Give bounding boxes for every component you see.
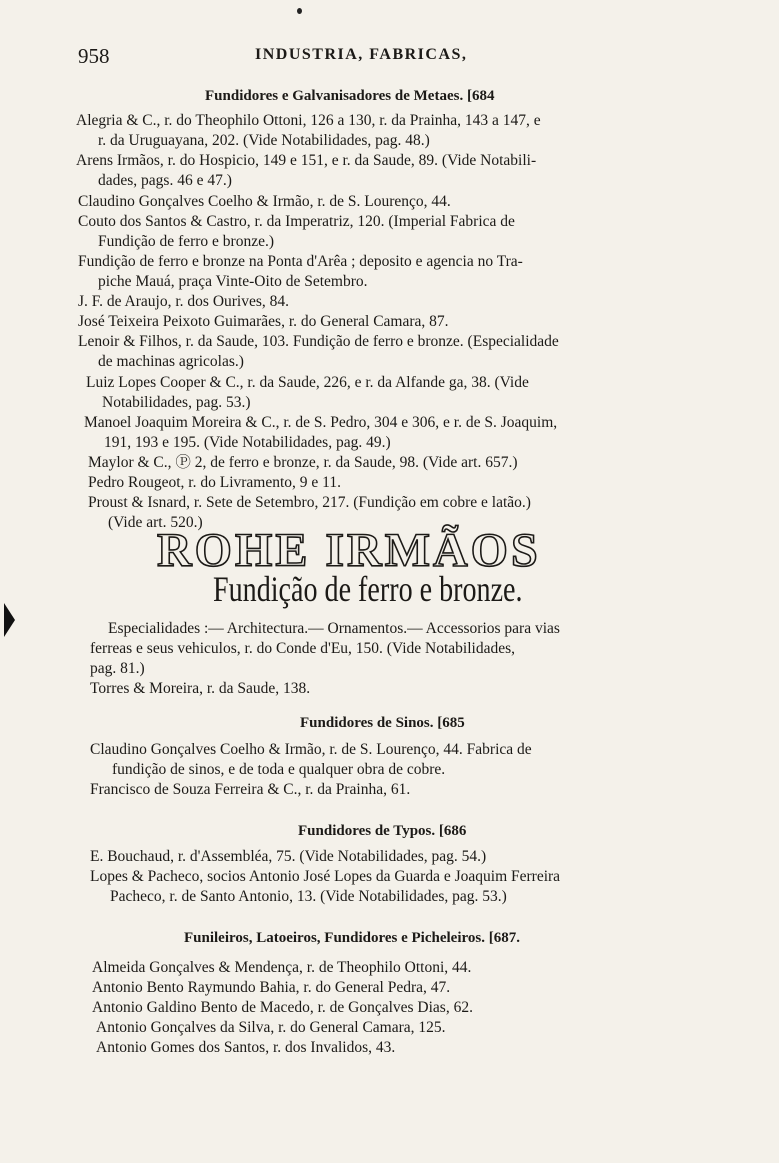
section-heading-686: Fundidores de Typos. [686	[298, 823, 467, 839]
entry-line: dades, pags. 46 e 47.)	[98, 172, 232, 189]
advertisement-firm-name	[157, 524, 647, 577]
entry-line: José Teixeira Peixoto Guimarães, r. do General Camara, 87.	[78, 313, 449, 330]
entry-line: E. Bouchaud, r. d'Assembléa, 75. (Vide Notabilidades, pag. 54.)	[90, 848, 487, 865]
entry-line: Arens Irmãos, r. do Hospicio, 149 e 151, e r. da Saude, 89. (Vide Notabili-	[76, 152, 537, 169]
entry-line: Pedro Rougeot, r. do Livramento, 9 e 11.	[88, 474, 341, 491]
entry-line: Antonio Gomes dos Santos, r. dos Invalidos, 43.	[96, 1039, 396, 1056]
entry-line: Claudino Gonçalves Coelho & Irmão, r. de S. Lourenço, 44.	[78, 193, 451, 210]
entry-line: Proust & Isnard, r. Sete de Setembro, 217. (Fundição em cobre e latão.)	[88, 494, 531, 511]
entry-line: Couto dos Santos & Castro, r. da Imperatriz, 120. (Imperial Fabrica de	[78, 213, 515, 230]
entry-line: Fundição de ferro e bronze na Ponta d'Arêa ; deposito e agencia no Tra-	[78, 253, 523, 270]
entry-line: pag. 81.)	[90, 660, 145, 677]
entry-line: Lenoir & Filhos, r. da Saude, 103. Fundição de ferro e bronze. (Especialidade	[78, 333, 559, 350]
entry-line: (Vide art. 520.)	[108, 514, 203, 531]
ink-dot	[297, 8, 302, 14]
entry-line: piche Mauá, praça Vinte-Oito de Setembro.	[98, 273, 368, 290]
entry-line: ferreas e seus vehiculos, r. do Conde d'Eu, 150. (Vide Notabilidades,	[90, 640, 515, 657]
entry-line: Antonio Gonçalves da Silva, r. do General Camara, 125.	[96, 1019, 446, 1036]
entry-line: Lopes & Pacheco, socios Antonio José Lopes da Guarda e Joaquim Ferreira	[90, 868, 561, 885]
firm-name-outline: ROHE IRMÃOS	[157, 524, 541, 577]
entry-line: Antonio Galdino Bento de Macedo, r. de Gonçalves Dias, 62.	[92, 999, 473, 1016]
entry-line: Antonio Bento Raymundo Bahia, r. do General Pedra, 47.	[92, 979, 451, 996]
advertisement-tagline: Fundição de ferro e bronze.	[213, 569, 523, 609]
entry-line: Torres & Moreira, r. da Saude, 138.	[90, 680, 311, 697]
running-head: INDUSTRIA, FABRICAS,	[255, 46, 468, 63]
entry-line: Francisco de Souza Ferreira & C., r. da Prainha, 61.	[90, 781, 411, 798]
entry-line: Alegria & C., r. do Theophilo Ottoni, 126 a 130, r. da Prainha, 143 a 147, e	[76, 112, 541, 129]
entry-line: Pacheco, r. de Santo Antonio, 13. (Vide Notabilidades, pag. 53.)	[110, 888, 507, 905]
entry-line: J. F. de Araujo, r. dos Ourives, 84.	[78, 293, 290, 310]
section-heading-684: Fundidores e Galvanisadores de Metaes. [684	[205, 88, 495, 104]
section-heading-685: Fundidores de Sinos. [685	[300, 715, 465, 731]
entry-line: fundição de sinos, e de toda e qualquer obra de cobre.	[112, 761, 446, 778]
entry-line: Almeida Gonçalves & Mendença, r. de Theophilo Ottoni, 44.	[92, 959, 472, 976]
entry-line: Maylor & C., Ⓟ 2, de ferro e bronze, r. da Saude, 98. (Vide art. 657.)	[88, 454, 518, 471]
entry-line: Claudino Gonçalves Coelho & Irmão, r. de S. Lourenço, 44. Fabrica de	[90, 741, 532, 758]
entry-line: 191, 193 e 195. (Vide Notabilidades, pag. 49.)	[104, 434, 391, 451]
entry-line: Fundição de ferro e bronze.)	[98, 233, 275, 250]
entry-line: r. da Uruguayana, 202. (Vide Notabilidades, pag. 48.)	[98, 132, 430, 149]
entry-line: Manoel Joaquim Moreira & C., r. de S. Pedro, 304 e 306, e r. de S. Joaquim,	[84, 414, 558, 431]
page-number: 958	[78, 44, 110, 68]
entry-line: Especialidades :— Architectura.— Ornamentos.— Accessorios para vias	[108, 620, 560, 637]
entry-line: Luiz Lopes Cooper & C., r. da Saude, 226, e r. da Alfande ga, 38. (Vide	[86, 374, 529, 391]
entry-line: Notabilidades, pag. 53.)	[102, 394, 251, 411]
section-heading-687: Funileiros, Latoeiros, Fundidores e Picheleiros. [687.	[184, 930, 520, 946]
entry-line: de machinas agricolas.)	[98, 353, 244, 370]
margin-arrow-mark	[4, 603, 15, 637]
